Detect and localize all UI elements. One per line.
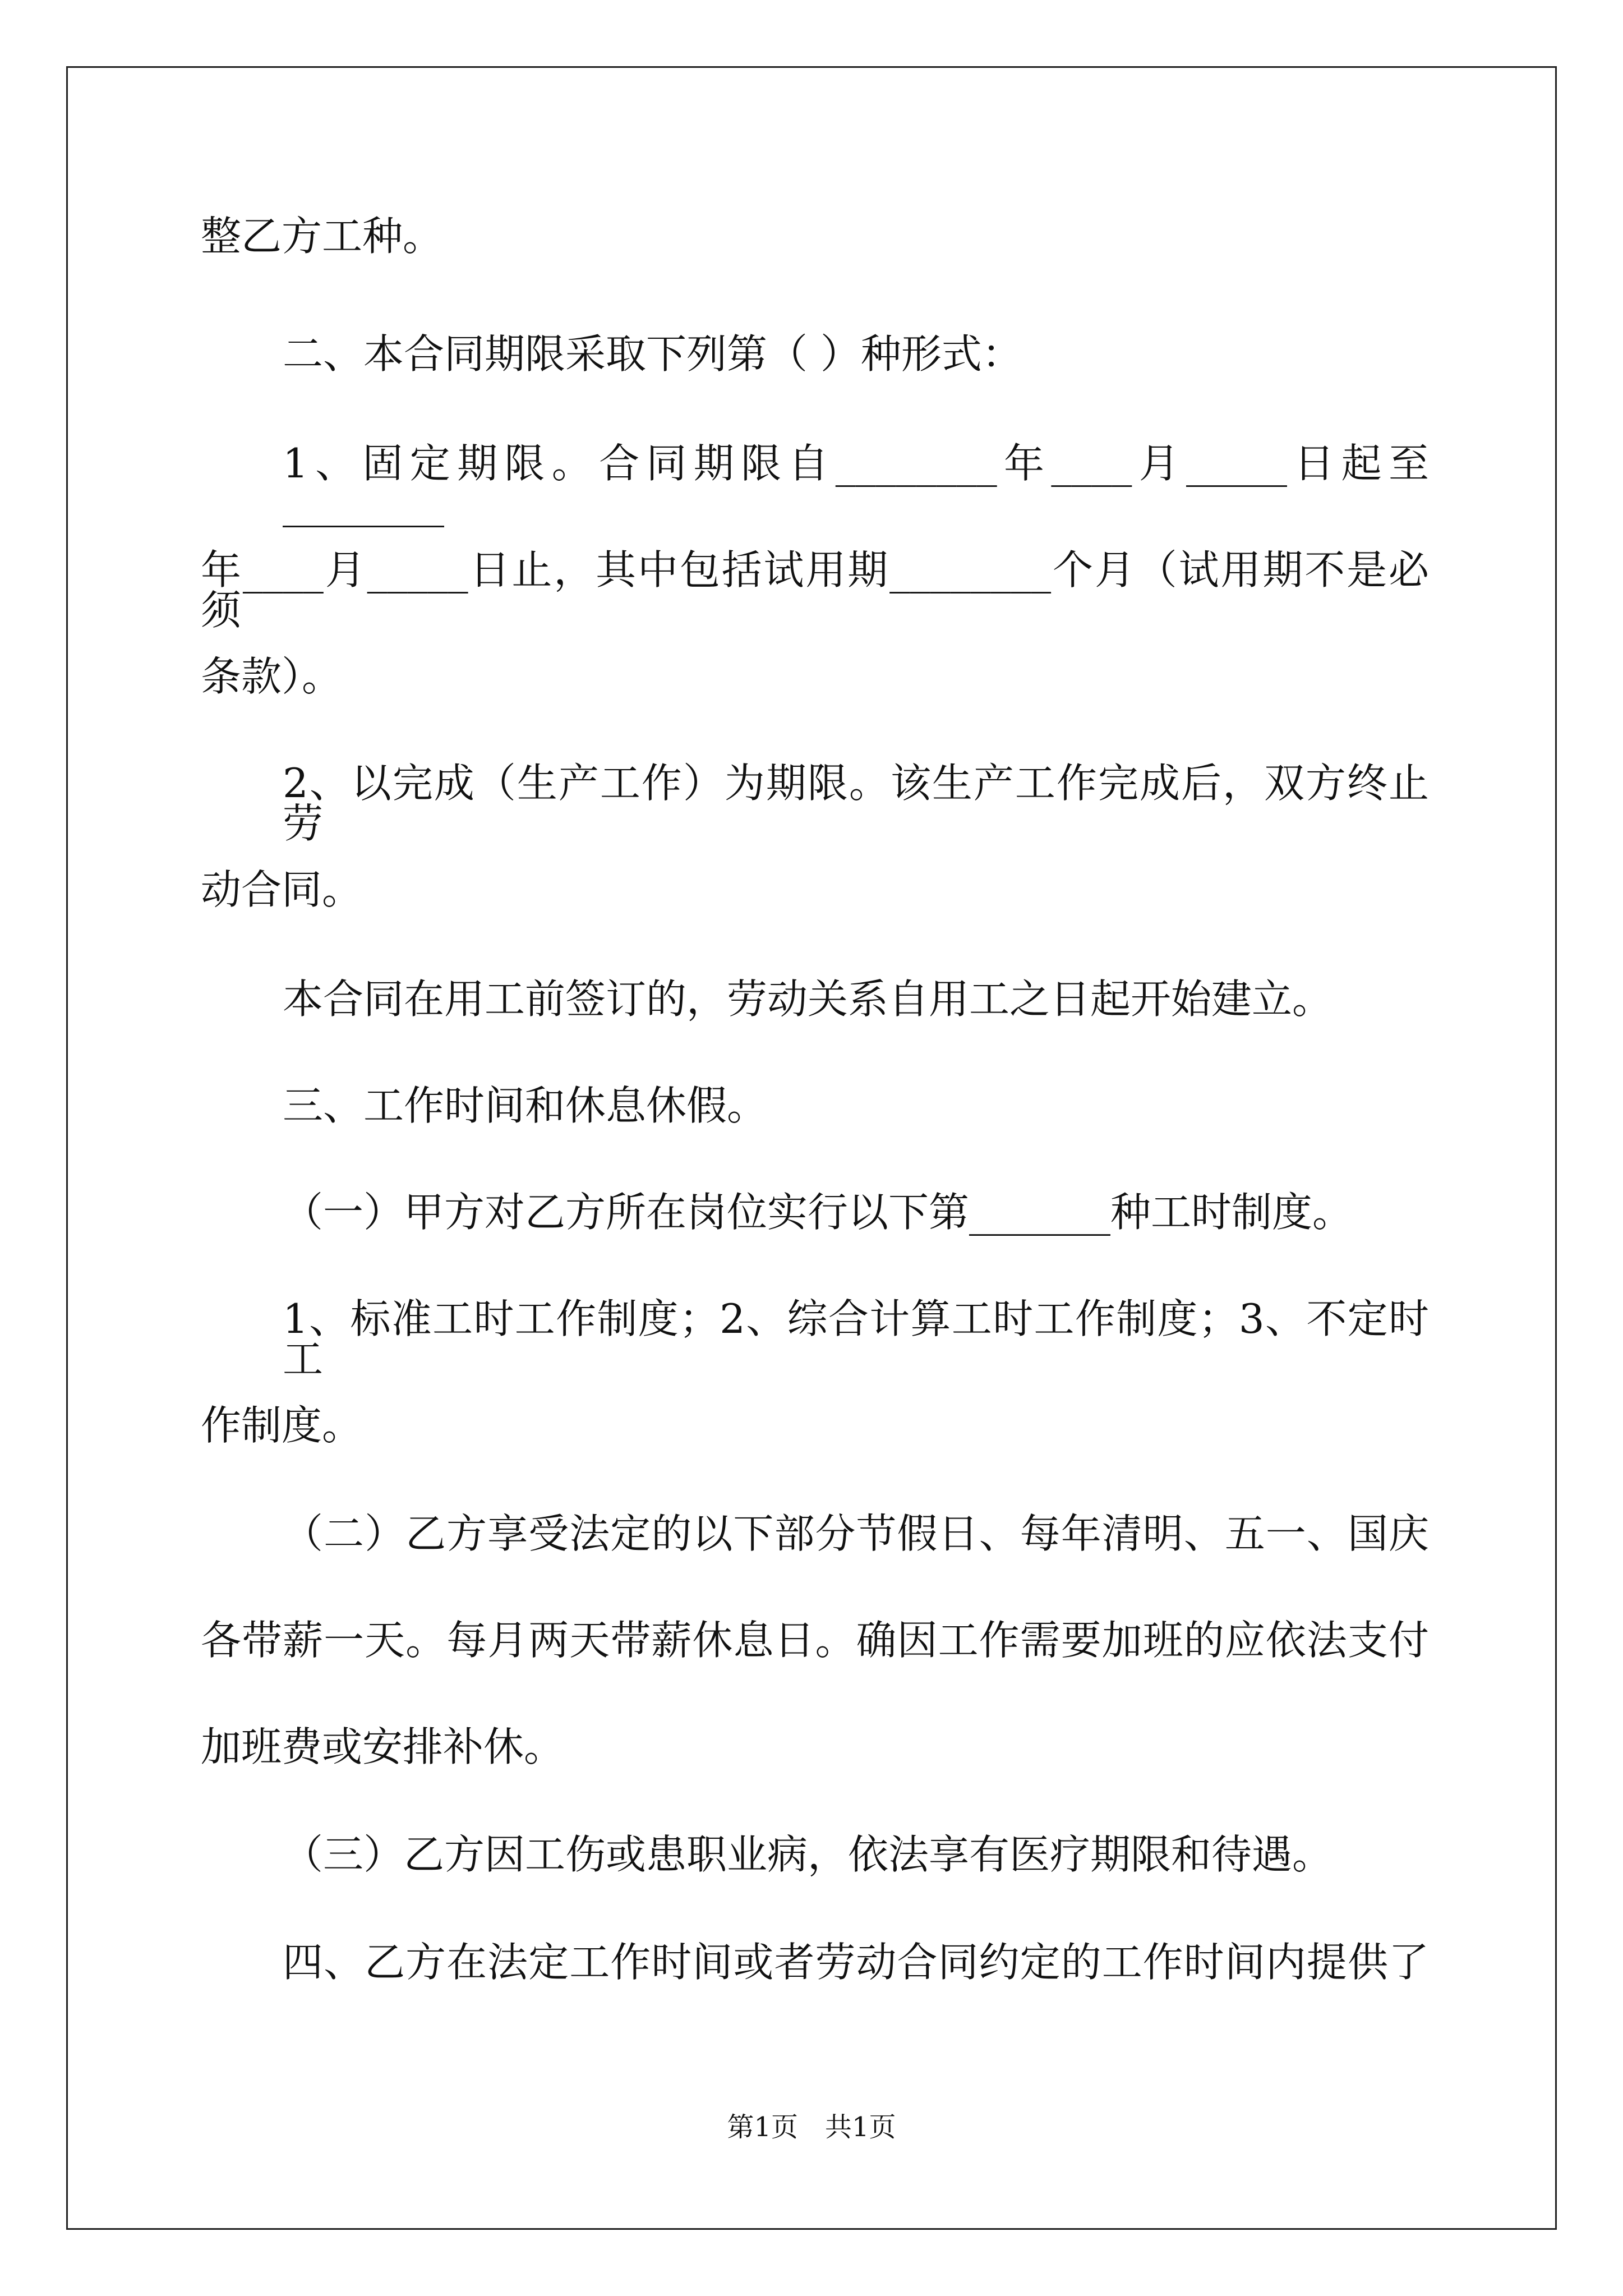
- text-line: 1、固定期限。合同期限自________年____月_____日起至________: [283, 440, 1429, 527]
- text-line: 整乙方工种。: [201, 213, 444, 260]
- text-line: 动合同。: [201, 866, 363, 913]
- text-line: 二、本合同期限采取下列第（ ）种形式：: [283, 330, 1022, 378]
- text-line: 条款）。: [201, 653, 343, 700]
- text-line: （三）乙方因工伤或患职业病，依法享有医疗期限和待遇。: [283, 1831, 1333, 1878]
- text-line: 年____月_____日止，其中包括试用期________个月（试用期不是必须: [201, 546, 1429, 634]
- text-line: 作制度。: [201, 1402, 363, 1449]
- page-border: [66, 66, 1557, 2230]
- text-line: 加班费或安排补休。: [201, 1723, 565, 1770]
- page-number: 第1页 共1页: [727, 2111, 896, 2143]
- text-line: 各带薪一天。每月两天带薪休息日。确因工作需要加班的应依法支付: [201, 1617, 1429, 1664]
- text-line: （二）乙方享受法定的以下部分节假日、每年清明、五一、国庆: [283, 1510, 1429, 1557]
- text-line: 2、以完成（生产工作）为期限。该生产工作完成后，双方终止劳: [283, 760, 1429, 847]
- text-line: 本合同在用工前签订的，劳动关系自用工之日起开始建立。: [283, 976, 1333, 1023]
- text-line: 三、工作时间和休息休假。: [283, 1082, 768, 1129]
- text-line: （一）甲方对乙方所在岗位实行以下第_______种工时制度。: [283, 1189, 1353, 1236]
- text-line: 1、标准工时工作制度；2、综合计算工时工作制度；3、不定时工: [283, 1295, 1429, 1383]
- text-line: 四、乙方在法定工作时间或者劳动合同约定的工作时间内提供了: [283, 1939, 1429, 1986]
